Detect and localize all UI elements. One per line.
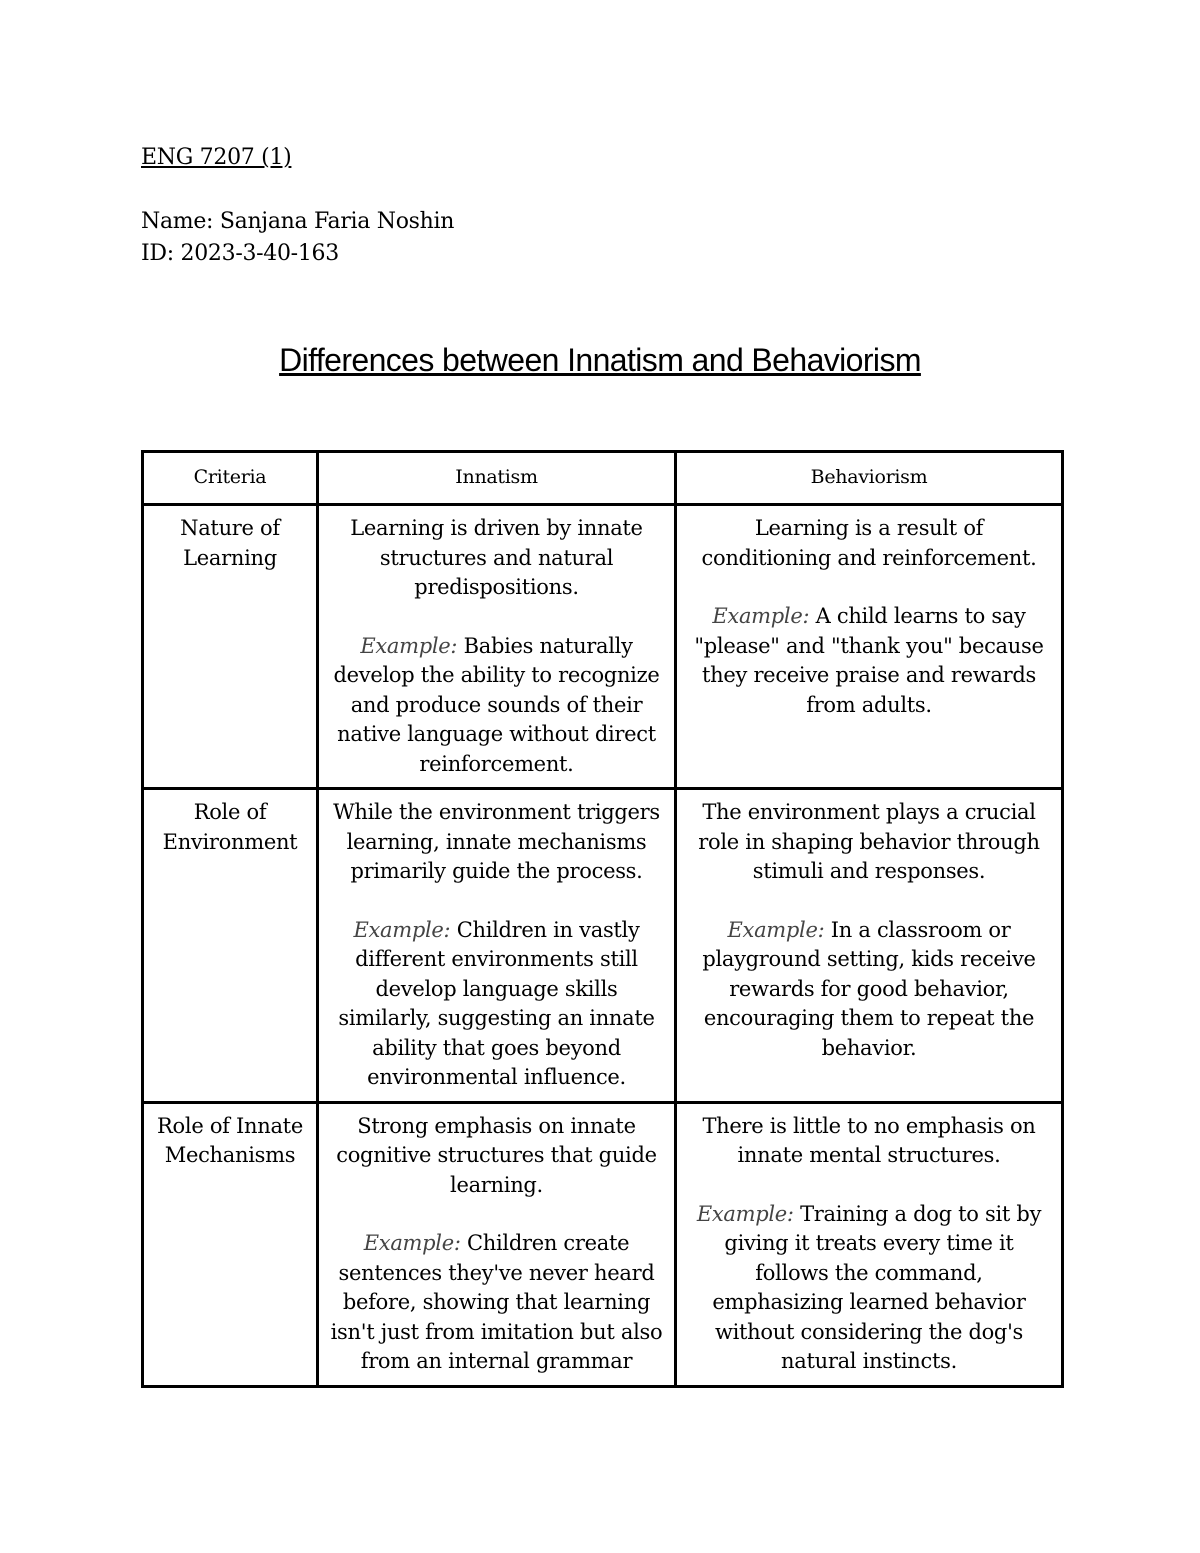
example-text: Training a dog to sit by giving it treats every time it follows the command, emphasizing learned behavior without considering the dog's natural instincts. xyxy=(712,1201,1042,1373)
example-label: Example: xyxy=(360,633,458,658)
header-behaviorism: Behaviorism xyxy=(676,452,1063,505)
course-code: ENG 7207 (1) xyxy=(141,145,292,170)
example-label: Example: xyxy=(712,604,810,628)
student-id: ID: 2023-3-40-163 xyxy=(141,241,339,266)
document-title: Differences between Innatism and Behaviorism xyxy=(279,342,921,378)
example-text: In a classroom or playground setting, kids receive rewards for good behavior, encouraging them to repeat the behavior. xyxy=(702,917,1036,1060)
header-criteria: Criteria xyxy=(143,452,318,505)
comparison-table xyxy=(141,450,1064,1388)
behaviorism-cell xyxy=(676,505,1063,789)
example-label: Example: xyxy=(696,1201,794,1226)
table-row xyxy=(143,789,1063,1103)
example-text: Children in vastly different environments still develop language skills similarly, suggesting an innate ability that goes beyond environmental influence. xyxy=(338,917,655,1089)
example-label: Example: xyxy=(353,917,451,942)
example-label: Example: xyxy=(727,917,825,942)
behaviorism-example xyxy=(687,602,1051,720)
innatism-description: Strong emphasis on innate cognitive structures that guide learning. xyxy=(336,1113,657,1197)
innatism-cell xyxy=(318,1102,676,1386)
example-label: Example: xyxy=(363,1231,461,1255)
behaviorism-cell xyxy=(676,1102,1063,1386)
behaviorism-description: The environment plays a crucial role in shaping behavior through stimuli and responses. xyxy=(698,800,1040,883)
criteria-cell: Role of Innate Mechanisms xyxy=(143,1102,318,1386)
header-innatism: Innatism xyxy=(318,452,676,505)
innatism-example xyxy=(329,916,664,1093)
behaviorism-description: There is little to no emphasis on innate mental structures. xyxy=(702,1113,1036,1167)
innatism-example xyxy=(329,1229,664,1377)
behaviorism-description: Learning is a result of conditioning and reinforcement. xyxy=(701,516,1037,570)
behaviorism-example xyxy=(687,916,1051,1064)
example-text: Children create sentences they've never heard before, showing that learning isn't just from imitation but also from an internal grammar xyxy=(330,1231,663,1373)
behaviorism-cell xyxy=(676,789,1063,1103)
example-text: Babies naturally develop the ability to recognize and produce sounds of their native language without direct reinforcement. xyxy=(333,633,660,776)
table-header-row xyxy=(143,452,1063,505)
table-row xyxy=(143,1102,1063,1386)
innatism-description: Learning is driven by innate structures and natural predispositions. xyxy=(350,516,643,599)
innatism-example xyxy=(329,632,664,780)
criteria-cell: Nature of Learning xyxy=(143,505,318,789)
innatism-cell xyxy=(318,505,676,789)
example-text: A child learns to say "please" and "thank you" because they receive praise and rewards from adults. xyxy=(694,604,1044,717)
behaviorism-example xyxy=(687,1200,1051,1377)
innatism-cell xyxy=(318,789,676,1103)
student-name: Name: Sanjana Faria Noshin xyxy=(141,209,455,234)
innatism-description: While the environment triggers learning, innate mechanisms primarily guide the process. xyxy=(333,800,660,883)
table-row xyxy=(143,505,1063,789)
criteria-cell: Role of Environment xyxy=(143,789,318,1103)
